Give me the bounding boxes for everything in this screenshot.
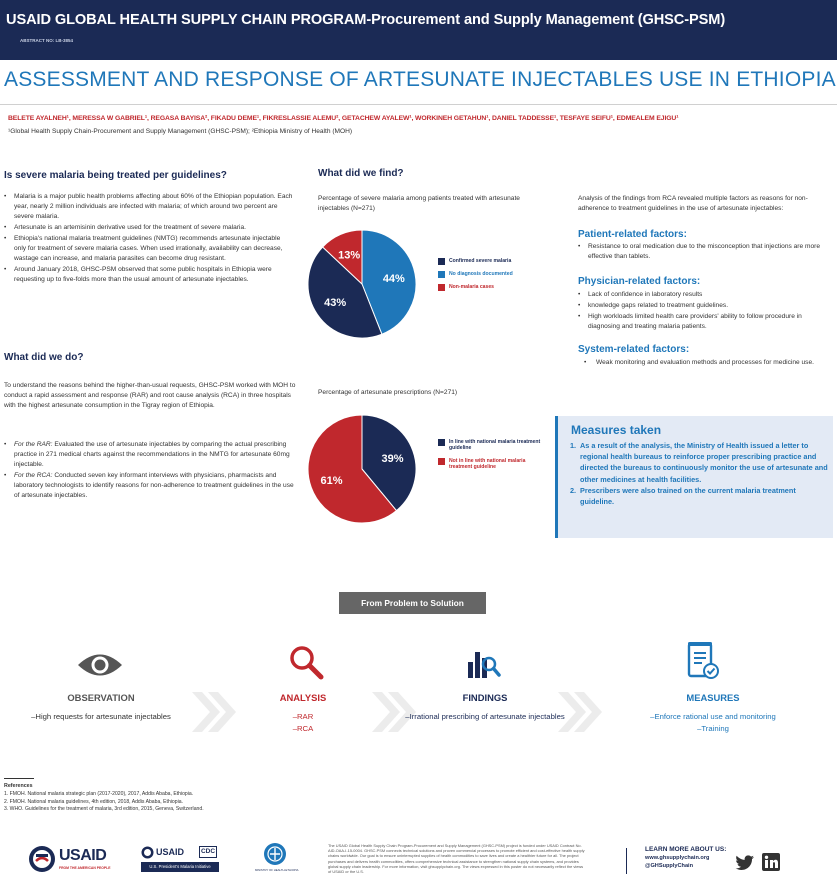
legend-label: No diagnosis documented: [449, 271, 513, 277]
system-factors-list: [578, 358, 833, 369]
what-we-found-heading: What did we find?: [318, 168, 404, 179]
pie-slice-label: 43%: [324, 297, 347, 310]
list-item: • Around January 2018, GHSC-PSM observed that some public hospitals in Ethiopia were requesting up to five-folds more than the usual amount of artesunate injectables.: [4, 265, 294, 285]
pie1-legend: [438, 258, 548, 297]
legend-item: [438, 439, 548, 452]
step-title: OBSERVATION: [67, 692, 135, 703]
legend-label: Confirmed severe malaria: [449, 258, 512, 264]
legend-swatch: [438, 271, 445, 278]
legend-item: [438, 458, 548, 471]
cdc-logo: CDC: [199, 846, 217, 858]
pmi-name: U.S. President's Malaria Initiative: [141, 862, 219, 872]
pie-slice-label: 13%: [338, 249, 361, 262]
title-divider: [0, 104, 837, 105]
patient-factors-list: [578, 242, 828, 263]
references-divider: [4, 778, 34, 779]
legend-label: Not in line with national malaria treatment guideline: [449, 457, 526, 471]
usaid-logo: [28, 845, 128, 875]
severe-malaria-heading: Is severe malaria being treated per guidelines?: [4, 170, 227, 181]
legend-swatch: [438, 439, 445, 446]
learn-more-block: [645, 846, 726, 871]
learn-more-label: LEARN MORE ABOUT US:: [645, 846, 727, 853]
magnifier-icon: [288, 644, 324, 680]
rca-text: Conducted seven key informant interviews with physicians, pharmacists and laboratory technologists to identify reasons for non-adherence to treatment guidelines in the use of artesunate injectables.: [14, 472, 294, 499]
pie2-caption: Percentage of artesunate prescriptions (N=271): [318, 389, 458, 396]
legend-swatch: [438, 284, 445, 291]
step-text: –High requests for artesunate injectables: [31, 712, 171, 721]
what-we-did-heading: What did we do?: [4, 352, 84, 363]
physician-factors-heading: Physician-related factors:: [578, 276, 701, 287]
pie-slice-label: 39%: [381, 453, 404, 466]
list-item: [570, 440, 828, 485]
list-item: • Ethiopia's national malaria treatment guidelines (NMTG) recommends artesunate injectable only for treatment of severe malaria cases. When used irrationally, availability can decrease, wastage can increase, and malaria parasites can become drug resistant.: [4, 234, 294, 264]
moh-caption: MINISTRY OF HEALTH-ETHIOPIA: [255, 868, 299, 872]
legend-item: [438, 284, 548, 291]
references-list: [4, 791, 304, 814]
problem-to-solution-banner: From Problem to Solution: [339, 592, 486, 614]
analysis-step: [218, 692, 388, 735]
list-item: [570, 485, 828, 507]
usaid-wordmark: USAID: [59, 847, 107, 864]
rar-label: For the RAR:: [14, 441, 53, 448]
step-text: –Enforce rational use and monitoring –Training: [650, 712, 776, 733]
pie-slice-label: 44%: [382, 272, 405, 285]
abstract-number: ABSTRACT NO: LB-3854: [20, 38, 74, 43]
patient-factors-heading: Patient-related factors:: [578, 229, 687, 240]
rca-intro: Analysis of the findings from RCA revealed multiple factors as reasons for non-adherence to treatment guidelines in the use of artesunate injectables:: [578, 195, 808, 212]
pmi-logo: [141, 845, 221, 875]
system-factors-heading: System-related factors:: [578, 344, 690, 355]
rar-text: Evaluated the use of artesunate injectables by comparing the actual prescribing practice in 271 medical charts against the recommendations in the NMTG for artesunate 60mg injectable.: [14, 441, 290, 468]
website-link[interactable]: www.ghsupplychain.org: [645, 855, 710, 862]
moh-logo: [255, 842, 299, 876]
what-we-did-bullets: [4, 440, 294, 502]
measure-text: Prescribers were also trained on the current malaria treatment guideline.: [580, 485, 796, 507]
findings-icon: [466, 646, 502, 680]
references-heading: References: [4, 783, 33, 789]
header-bar: [0, 0, 837, 60]
measure-text: As a result of the analysis, the Ministry of Health issued a letter to regional health bureaus to reinforce proper prescribing practice and directed the bureaus to continuously monitor the use of artesunate and other medicines at health facilities.: [580, 441, 828, 484]
footer-divider: [626, 848, 627, 874]
list-item: 1. FMOH. National malaria strategic plan (2017-2020), 2017, Addis Ababa, Ethiopia.: [4, 791, 194, 797]
step-text: –Irrational prescribing of artesunate injectables: [405, 712, 565, 721]
funding-disclaimer: The USAID Global Health Supply Chain Program-Procurement and Supply Management (GHSC-PSM) project is funded under USAID Contract No. AID-OAA-I-15-0004. GHSC-PSM connects technical solutions and proven commercial processes to promote efficient and cost-effective health supply chains worldwide. Our goal is to ensure uninterrupted supplies of health commodities to save lives and create a healthier future for all. The project purchases and delivers health commodities, offers comprehensive technical assistance to strengthen national supply chain systems, and provides global supply chain leadership. For more information, visit ghsupplychain.org. The views expressed in this poster do not necessarily reflect the views of USAID or the U.S.: [328, 843, 585, 875]
severe-malaria-bullets: [4, 192, 294, 286]
prescriptions-pie-chart: [306, 413, 418, 525]
severe-malaria-pie-chart: [306, 228, 418, 340]
legend-label: In line with national malaria treatment guideline: [449, 439, 541, 452]
legend-item: [438, 258, 548, 265]
legend-swatch: [438, 458, 445, 465]
findings-step: [400, 692, 570, 723]
pmi-usaid-wordmark: USAID: [156, 847, 185, 857]
document-check-icon: [686, 641, 720, 681]
list-item: • Malaria is a major public health problems affecting about 60% of the Ethiopian population. Each year, nearly 2 million individuals are infected with malaria; of which around two percent are severe malaria.: [4, 192, 294, 222]
legend-label: Non-malaria cases: [449, 284, 495, 290]
observation-step: [16, 692, 186, 723]
list-item: 3. WHO. Guidelines for the treatment of malaria, 3rd edition, 2015, Geneva, Switzerland.: [4, 806, 204, 812]
linkedin-icon[interactable]: [762, 853, 780, 871]
list-item: • Weak monitoring and evaluation methods and processes for medicine use.: [578, 358, 833, 368]
physician-factors-list: [578, 290, 828, 333]
list-item: • Resistance to oral medication due to the misconception that injections are more effective than tablets.: [578, 242, 828, 262]
twitter-icon[interactable]: [735, 855, 755, 871]
twitter-handle[interactable]: @GHSupplyChain: [645, 863, 694, 870]
step-title: ANALYSIS: [279, 692, 327, 703]
program-title: USAID GLOBAL HEALTH SUPPLY CHAIN PROGRAM-Procurement and Supply Management (GHSC-PSM): [6, 12, 726, 28]
item-number: 2.: [570, 485, 577, 495]
item-number: 1.: [570, 441, 577, 450]
list-item: • High workloads limited health care providers' ability to follow procedure in diagnosing and treating malaria patients.: [578, 312, 828, 332]
pie-slice-label: 61%: [320, 474, 343, 487]
measures-list: [570, 440, 828, 507]
usaid-tagline: FROM THE AMERICAN PEOPLE: [59, 866, 111, 870]
moh-emblem-icon: [263, 842, 287, 866]
poster-title: ASSESSMENT AND RESPONSE OF ARTESUNATE INJECTABLES USE IN ETHIOPIA: [4, 68, 836, 91]
list-item: 2. FMOH. National malaria guidelines, 4th edition, 2018, Addis Ababa, Ethiopia.: [4, 798, 183, 805]
usaid-seal-small-icon: [141, 846, 154, 859]
rca-label: For the RCA:: [14, 472, 53, 479]
pie2-legend: [438, 439, 548, 477]
affiliations: ¹Global Health Supply Chain-Procurement and Supply Management (GHSC-PSM); ²Ethiopia Ministry of Health (MOH): [8, 128, 353, 135]
step-title: MEASURES: [686, 692, 740, 703]
usaid-seal-icon: [28, 845, 56, 873]
authors: BELETE AYALNEH¹, MERESSA W GABRIEL¹, REGASA BAYISA², FIKADU DEME¹, FIKRESLASSIE ALEMU², GETACHEW AYALEW¹, WORKINEH GETAHUN¹, DANIEL TADDESSE¹, TESFAYE SEIFU¹, EDMEALEM EJIGU¹: [8, 115, 679, 122]
list-item: [4, 471, 294, 501]
list-item: • Artesunate is an artemisinin derivative used for the treatment of severe malaria.: [4, 223, 294, 233]
list-item: • knowledge gaps related to treatment guidelines.: [578, 301, 828, 311]
list-item: • Lack of confidence in laboratory results: [578, 290, 828, 300]
legend-swatch: [438, 258, 445, 265]
what-we-did-paragraph: To understand the reasons behind the higher-than-usual requests, GHSC-PSM worked with MOH to conduct a rapid assessment and response (RAR) and root cause analysis (RCA) in three hospitals with the highest artesunate consumption in the Tigray region of Ethiopia.: [4, 382, 296, 409]
eye-icon: [76, 650, 124, 680]
step-title: FINDINGS: [462, 692, 508, 703]
pie1-caption: Percentage of severe malaria among patients treated with artesunate injectables (N=271): [318, 195, 520, 212]
measures-step: [618, 692, 808, 735]
list-item: [4, 440, 294, 470]
measures-heading: Measures taken: [571, 423, 662, 437]
step-text: –RAR –RCA: [292, 712, 314, 733]
legend-item: [438, 271, 548, 278]
